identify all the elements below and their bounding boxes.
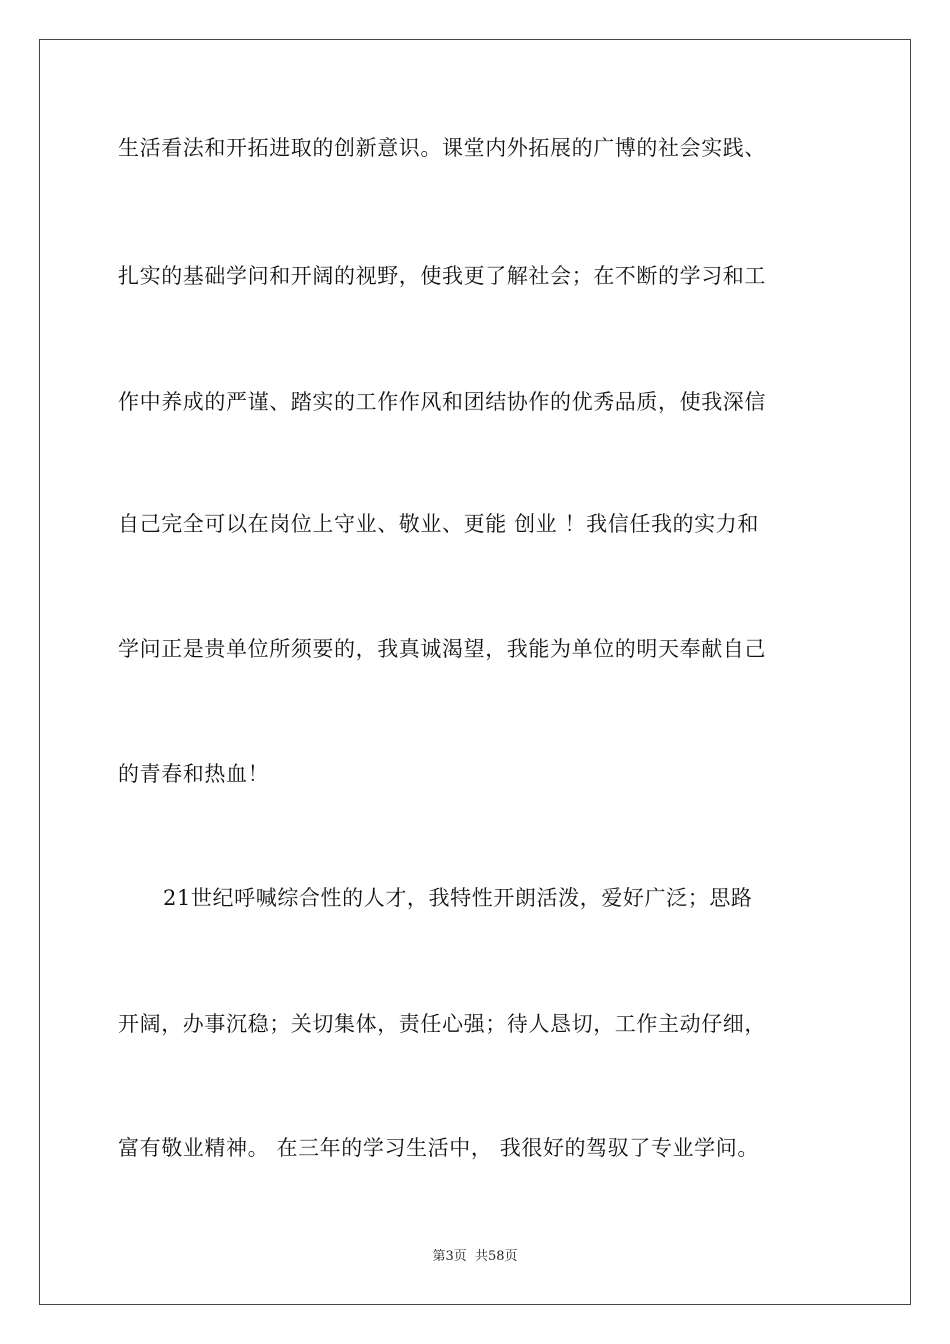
body-line-2: 扎实的基础学问和开阔的视野，使我更了解社会；在不断的学习和工	[118, 264, 766, 288]
current-page-label: 第3页	[432, 1249, 467, 1264]
body-line-3: 作中养成的严谨、踏实的工作作风和团结协作的优秀品质，使我深信	[118, 390, 766, 414]
page-border	[39, 39, 911, 1305]
body-line-6: 的青春和热血！	[118, 762, 270, 786]
body-line-5: 学问正是贵单位所须要的，我真诚渴望，我能为单位的明天奉献自己	[118, 637, 766, 661]
body-line-1: 生活看法和开拓进取的创新意识。课堂内外拓展的广博的社会实践、	[118, 136, 766, 160]
body-line-9: 富有敬业精神。 在三年的学习生活中， 我很好的驾驭了专业学问。	[118, 1136, 759, 1160]
page-footer	[0, 1248, 950, 1266]
total-pages-label: 共58页	[474, 1249, 518, 1264]
body-line-4: 自己完全可以在岗位上守业、敬业、更能 创业 ！我信任我的实力和	[118, 512, 759, 536]
body-line-7: 21世纪呼喊综合性的人才，我特性开朗活泼，爱好广泛；思路	[163, 886, 753, 910]
body-line-8: 开阔，办事沉稳；关切集体，责任心强；待人恳切，工作主动仔细，	[118, 1012, 766, 1036]
